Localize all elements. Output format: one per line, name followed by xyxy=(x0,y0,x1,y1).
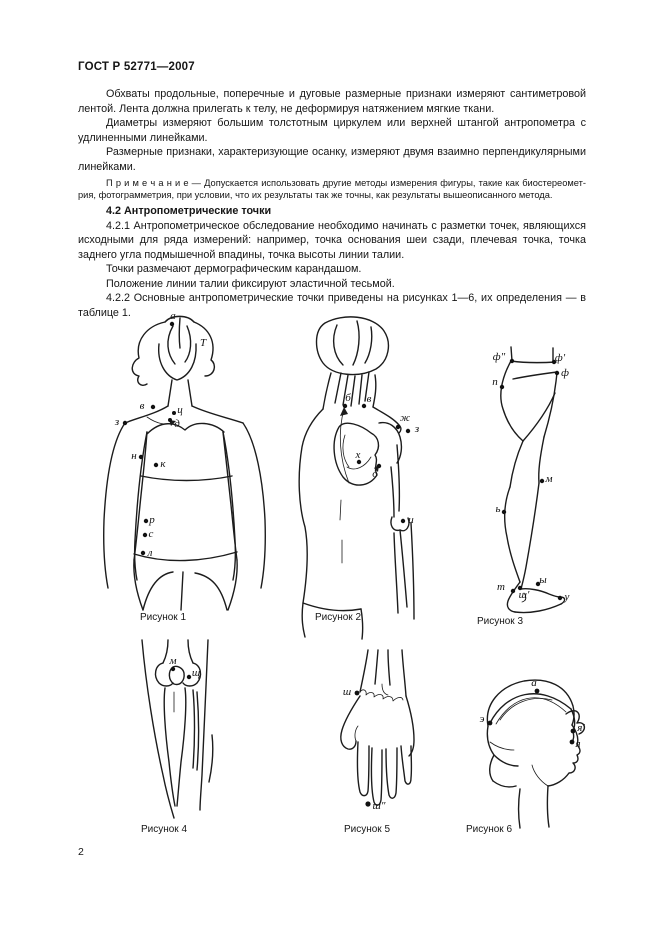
figure3-point-label-soft: ь xyxy=(495,503,501,515)
figure3-point-label-t: т xyxy=(497,581,505,593)
figure-4 xyxy=(130,640,250,840)
paragraph-waistline: Положение линии талии фиксируют эластичной тесьмой. xyxy=(106,277,395,290)
figure6-point-label-ya: я xyxy=(575,738,581,750)
paragraph-diameters: Диаметры измеряют большим толстотным циркулем или верхней штангой антропометра с удлиненными линейками. xyxy=(78,117,586,144)
figure3-point-label-y: ы xyxy=(539,574,547,586)
figure2-back-torso-drawing xyxy=(285,315,435,630)
figure5-caption: Рисунок 5 xyxy=(343,824,391,835)
figure3-caption: Рисунок 3 xyxy=(476,616,524,627)
paragraph-marking: Точки размечают дермографическим карандашом. xyxy=(106,263,362,275)
figure3-point-label-f: ф xyxy=(561,367,569,379)
figure1-point-label-z: з xyxy=(114,416,120,428)
figure2-point-label-o: о xyxy=(372,468,378,480)
figure5-point-label-sh: ш xyxy=(342,686,352,698)
figure1-point-label-ts: ц xyxy=(177,404,183,416)
figure1-point-label-k: к xyxy=(160,458,166,470)
gost-title: ГОСТ Р 52771—2007 xyxy=(78,61,195,73)
figure-1 xyxy=(95,310,295,630)
figure3-point-label-shchprime: щ′ xyxy=(518,589,530,601)
figure3-point-label-u: у xyxy=(564,591,570,603)
figure3-point-label-p: п xyxy=(492,376,498,388)
figure2-point-label-z: з xyxy=(414,423,420,435)
figure-3 xyxy=(465,335,605,635)
figure6-point-label-e: э xyxy=(479,713,485,725)
figure6-point-label-yaprime: я′ xyxy=(577,722,585,734)
figure1-front-torso-drawing xyxy=(95,310,295,630)
page-number: 2 xyxy=(78,846,84,858)
figure2-caption: Рисунок 2 xyxy=(314,612,362,623)
figure5-hand-drawing xyxy=(330,650,450,840)
paragraph-girths: Обхваты продольные, поперечные и дуговые размерные признаки измеряют сантиметровой лентой. Лента должна прилегать к телу, не деформируя натяжением мягкие ткани. xyxy=(78,88,586,115)
figure5-point-label-sh2prime: ш″ xyxy=(372,800,386,812)
figure4-knee-drawing xyxy=(130,640,250,840)
body-text xyxy=(78,87,586,320)
figure-6 xyxy=(460,662,610,837)
figure6-point-label-a: а xyxy=(531,677,537,689)
figure3-leg-side-drawing xyxy=(465,335,605,635)
figure3-point-label-f2prime: ф″ xyxy=(492,351,506,363)
section-heading-4-2: 4.2 Антропометрические точки xyxy=(106,205,272,217)
figure-5 xyxy=(330,650,450,840)
figure1-point-label-d: д xyxy=(174,418,180,430)
figure1-point-label-l: л xyxy=(147,547,153,559)
figure4-point-label-shch: щ xyxy=(191,667,201,679)
paragraph-4-2-1: 4.2.1 Антропометрическое обследование необходимо начинать с разметки точек, являющихся исходными для ряда измерений: например, точка основания шеи сзади, плечевая точка, точка заднего угла подмышечной впадины, точка высоты линии талии. xyxy=(78,219,586,261)
figure2-point-label-i: и xyxy=(408,514,414,526)
figure1-point-label-v: в xyxy=(139,400,145,412)
figure4-caption: Рисунок 4 xyxy=(140,824,188,835)
note-text: П р и м е ч а н и е — Допускается использовать другие методы измерения фигуры, такие как биостереометрия, фотограмметрия, при условии, что их результаты так же точны, как результаты вышеописанного метода. xyxy=(78,178,586,200)
figure1-point-label-s: с xyxy=(148,528,154,540)
figure1-point-label-r: р xyxy=(149,514,155,526)
figure1-caption: Рисунок 1 xyxy=(139,612,187,623)
figure4-point-label-m: м xyxy=(169,655,177,667)
figure1-point-label-t: Т xyxy=(199,337,207,349)
figure2-point-label-b: б xyxy=(345,392,351,404)
figure-2 xyxy=(285,315,435,630)
figure3-point-label-m: м xyxy=(545,473,553,485)
paragraph-posture: Размерные признаки, характеризующие осанку, измеряют двумя взаимно перпендикулярными линейками. xyxy=(78,146,586,173)
figure2-point-label-zh: ж xyxy=(399,412,411,424)
figure2-point-label-v: в xyxy=(366,393,372,405)
figure1-point-label-a: а xyxy=(170,310,176,322)
paragraph-4-2-2: 4.2.2 Основные антропометрические точки приведены на рисунках 1—6, их определения — в таблице 1. xyxy=(78,292,586,319)
figure6-caption: Рисунок 6 xyxy=(465,824,513,835)
figure3-point-label-fprime: ф′ xyxy=(554,352,566,364)
figure2-point-label-kh: х xyxy=(355,449,361,461)
figure1-point-label-n: н xyxy=(131,450,137,462)
